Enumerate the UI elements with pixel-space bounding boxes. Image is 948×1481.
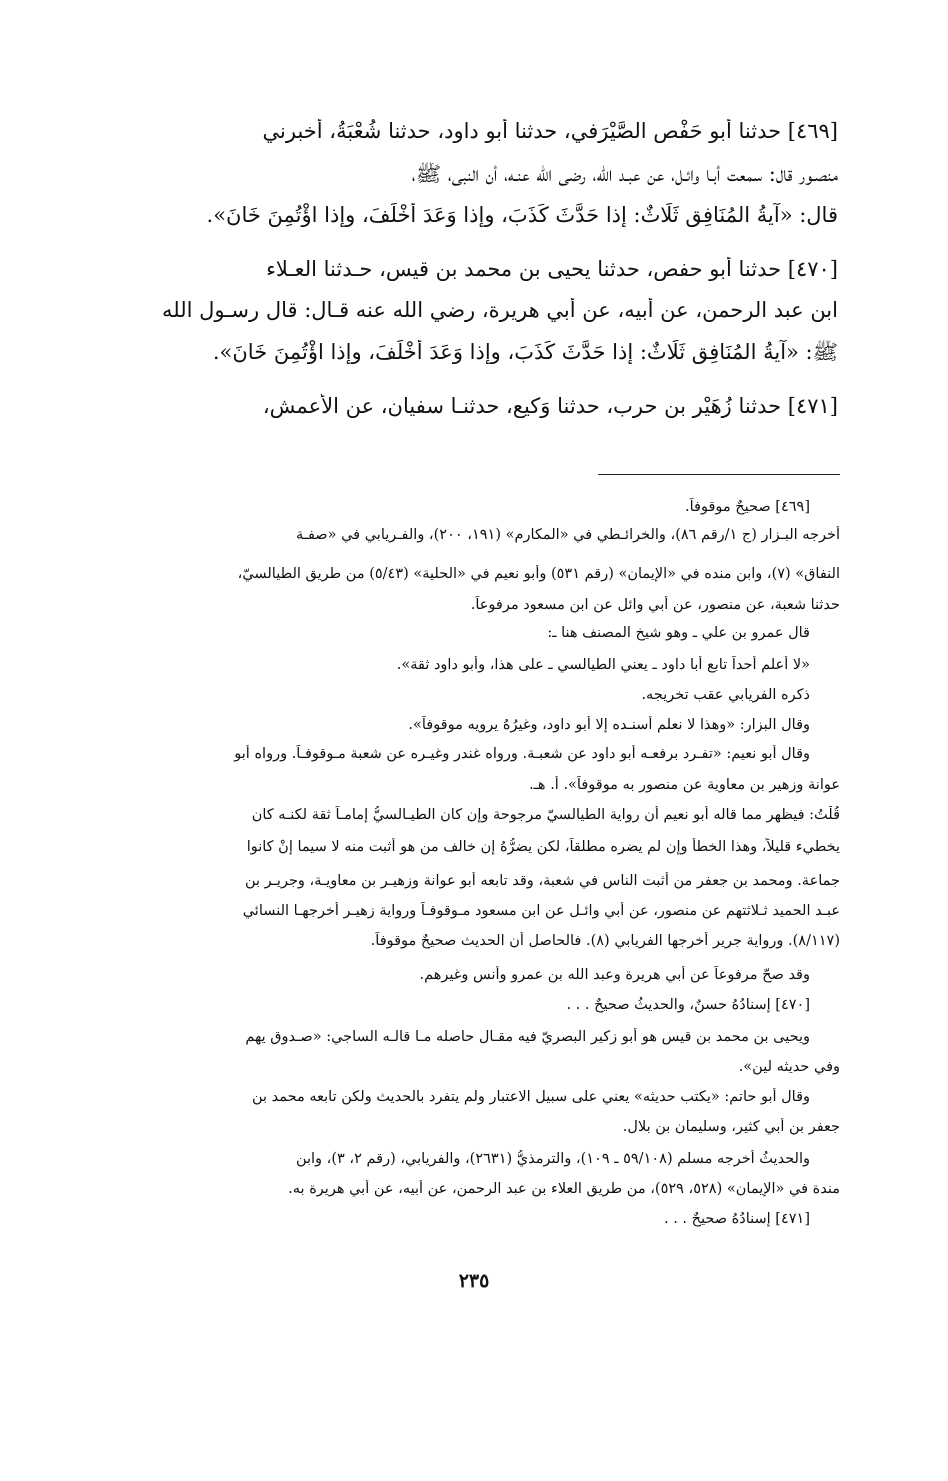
hadith-469-line-1: [٤٦٩] حدثنا أبو حَفْص الصَّيْرَفي، حدثنا أبو داود، حدثنا شُعْبَةُ، أخبرني	[262, 119, 838, 143]
footnote-line: جماعة. ومحمد بن جعفر من أثبت الناس في شعبة، وقد تابعه أبو عوانة وزهيـر بن معاويـة، وجريـر بن	[245, 873, 840, 889]
hadith-470-line-1: [٤٧٠] حدثنا أبو حفص، حدثنا يحيى بن محمد بن قيس، حـدثنا العـلاء	[266, 257, 838, 281]
footnote-line: عوانة وزهير بن معاوية عن منصور به موقوفاً». أ. هـ.	[529, 777, 840, 793]
footnote-line: [٤٧١] إسنادُهُ صحيحٌ . . .	[663, 1211, 810, 1227]
footnote-line: مندة في «الإيمان» (٥٢٨، ٥٢٩)، من طريق العلاء بن عبد الرحمن، عن أبيه، عن أبي هريرة به.	[288, 1181, 840, 1197]
footnote-line: ذكره الفريابي عقب تخريجه.	[641, 687, 810, 703]
footnote-line: وقال أبو حاتم: «يكتب حديثه» يعني على سبيل الاعتبار ولم يتفرد بالحديث ولكن تابعه محمد بن	[251, 1089, 810, 1105]
footnote-line: (٨/١١٧). ورواية جرير أخرجها الفريابي (٨). فالحاصل أن الحديث صحيحٌ موقوفاً.	[370, 933, 840, 949]
hadith-471-line-1: [٤٧١] حدثنا زُهَيْر بن حرب، حدثنا وَكيع، حدثنـا سفيان، عن الأعمش،	[262, 394, 838, 418]
footnote-line: حدثنا شعبة، عن منصور، عن أبي وائل عن ابن مسعود مرفوعاً.	[470, 597, 840, 613]
footnote-line: عبـد الحميد ثـلاثتهم عن منصور، عن أبي وائـل عن ابن مسعود مـوقوفـاً ورواية زهيـر أخرجهـا النسائي	[242, 903, 840, 919]
hadith-469-line-3: قال: «آيةُ المُنَافِقِ ثَلَاثٌ: إذا حَدَّثَ كَذَبَ، وإذا وَعَدَ أَخْلَفَ، وإذا اؤْتُمِنَ خَانَ».	[206, 203, 838, 227]
hadith-469-line-2: منصـور قال: سمعت أبـا وائـل، عن عبـد الله، رضي الله عنـه، أن النبي، ﷺ،	[411, 162, 838, 186]
footnote-line: [٤٦٩] صحيحٌ موقوفاً.	[685, 499, 810, 515]
footnote-line: قُلْتُ: فيظهر مما قاله أبو نعيم أن رواية الطيالسيّ مرجوحة وإن كان الطيـالسيُّ إمامـاً ثقة لكنـه كان	[251, 807, 840, 823]
footnote-line: والحديثُ أخرجه مسلم (٥٩/١٠٨ ـ ١٠٩)، والترمذيُّ (٢٦٣١)، والفريابي، (رقم ٢، ٣)، وابن	[295, 1151, 810, 1167]
hadith-470-line-2: ابن عبد الرحمن، عن أبيه، عن أبي هريرة، رضي الله عنه قـال: قال رسـول الله	[162, 298, 838, 322]
footnote-line: النفاق» (٧)، وابن منده في «الإيمان» (رقم ٥٣١) وأبو نعيم في «الحلية» (٥/٤٣) من طريق الطيالسيّ،	[237, 566, 840, 582]
footnote-line: «لا أعلم أحداً تابع أبا داود ـ يعني الطيالسي ـ على هذا، وأبو داود ثقة».	[396, 657, 810, 673]
footnote-line: وقال أبو نعيم: «تفـرد برفعـه أبو داود عن شعبـة. ورواه غندر وغيـره عن شعبة مـوقوفـاً. ورواه أبو	[234, 746, 810, 762]
footnote-line: وفي حديثه لين».	[738, 1059, 840, 1075]
footnote-line: [٤٧٠] إسنادُهُ حسنٌ، والحديثُ صحيحٌ . . .	[566, 997, 810, 1013]
footnote-line: يخطيء قليلاً، وهذا الخطأ وإن لم يضره مطلقاً، لكن يضرُّهُ إن خالف من هو أثبت منه لا سيما إنْ كانوا	[246, 839, 840, 855]
footnote-line: وقال البزار: «وهذا لا نعلم أسنـده إلا أبو داود، وغيرُهُ يرويه موقوفاً».	[408, 717, 810, 733]
footnote-line: قال عمرو بن علي ـ وهو شيخ المصنف هنا ـ:	[547, 625, 810, 641]
footnote-line: ويحيى بن محمد بن قيس هو أبو زكير البصريّ فيه مقـال حاصله مـا قالـه الساجي: «صـدوق يهم	[245, 1029, 810, 1045]
footnote-line: أخرجه البـزار (ج ١/رقم ٨٦)، والخرائـطي في «المكارم» (١٩١، ٢٠٠)، والفـريابي في «صفـة	[295, 527, 840, 543]
footnote-line: وقد صحّ مرفوعاً عن أبي هريرة وعبد الله بن عمرو وأنس وغيرهم.	[419, 967, 810, 983]
page-number: ٢٣٥	[458, 1270, 490, 1292]
hadith-470-line-3: ﷺ: «آيةُ المُنَافِقِ ثَلَاثٌ: إذا حَدَّثَ كَذَبَ، وإذا وَعَدَ أَخْلَفَ، وإذا اؤْتُمِنَ خَانَ».	[212, 340, 838, 364]
footnotes	[102, 0, 840, 1260]
footnote-line: جعفر بن أبي كثير، وسليمان بن بلال.	[622, 1119, 840, 1135]
